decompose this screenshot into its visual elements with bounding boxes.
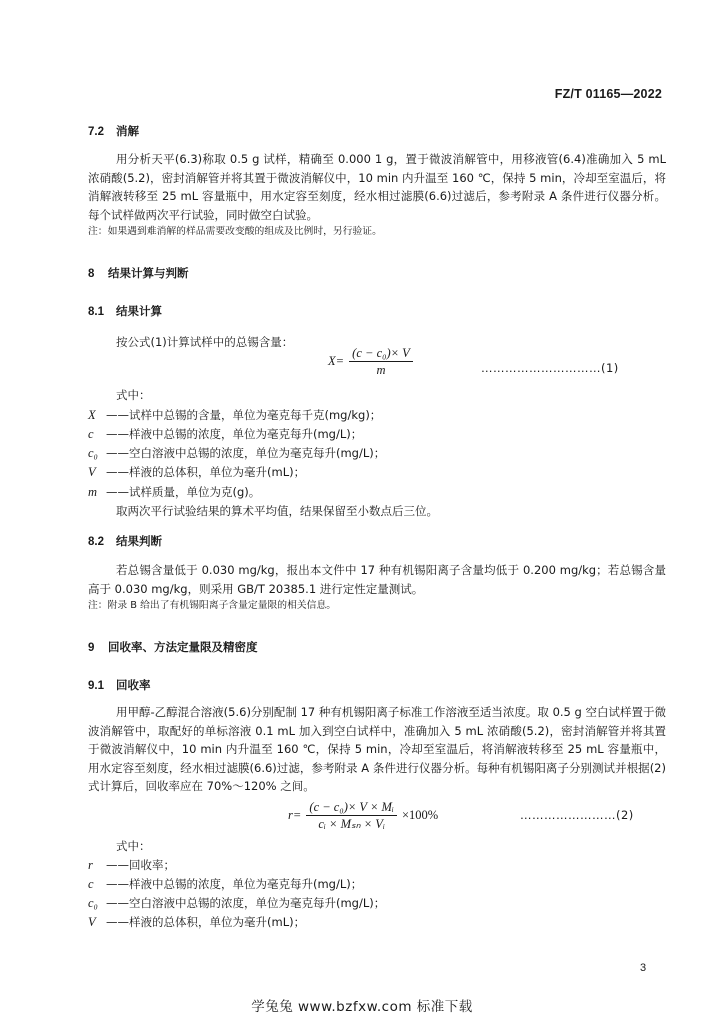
section-title: 结果计算与判断: [108, 266, 189, 280]
section-8-heading: [88, 265, 189, 281]
section-title: 结果计算: [116, 304, 162, 318]
section-9-1-paragraph: 用甲醇-乙醇混合溶液(5.6)分别配制 17 种有机锡阳离子标准工作溶液至适当浓度。取 0.5 g 空白试样置于微波消解管中，取配好的单标溶液 0.1 mL 加入到空白试样中，准确加入 5 mL 浓硝酸(5.2)，密封消解管并将其置于微波消解仪中，10 min 内升温至 160 ℃，保持 5 min，冷却至室温后，将消解液转移至 25 mL 容量瓶中，用水定容至刻度，经水相过滤膜(6.6)过滤，参考附录 A 条件进行仪器分析。每种有机锡阳离子分别测试并根据(2)式计算后，回收率应在 70%～120% 之间。: [88, 705, 666, 793]
section-number: 7.2: [88, 126, 104, 138]
formula-denominator: cᵢ × Mₛₙ × Vᵢ: [318, 817, 385, 831]
formula-fraction: [306, 799, 397, 832]
section-8-2-paragraph: 若总锡含量低于 0.030 mg/kg，报出本文件中 17 种有机锡阳离子含量均低于 0.200 mg/kg；若总锡含量高于 0.030 mg/kg，则采用 GB/T 20385.1 进行定性定量测试。: [88, 563, 666, 596]
section-8-2-note: 注：附录 B 给出了有机锡阳离子含量定量限的相关信息。: [88, 600, 337, 611]
formula-denominator: m: [376, 363, 386, 377]
var-desc: ——空白溶液中总锡的浓度，单位为毫克每升(mg/L)；: [106, 896, 386, 910]
var-desc: ——样液的总体积，单位为毫升(mL)；: [106, 915, 306, 929]
var-desc: ——样液中总锡的浓度，单位为毫克每升(mg/L)；: [106, 427, 363, 441]
formula-1-tag: …………………………(1): [481, 361, 619, 375]
var-symbol: r: [88, 858, 93, 872]
section-7-2-note: 注：如果遇到难消解的样品需要改变酸的组成及比例时，另行验证。: [88, 226, 382, 237]
var-symbol: V: [88, 465, 96, 479]
var-symbol: m: [88, 485, 98, 499]
formula-fraction: [349, 345, 413, 378]
page-number: 3: [640, 962, 647, 974]
formula-numerator: (c − c₀)× V × Mᵢ: [306, 799, 397, 816]
section-7-2-paragraph: 用分析天平(6.3)称取 0.5 g 试样，精确至 0.000 1 g，置于微波消解管中，用移液管(6.4)准确加入 5 mL 浓硝酸(5.2)，密封消解管并将其置于微波消解仪中，10 min 内升温至 160 ℃，保持 5 min，冷却至室温后，将消解液转移至 25 mL 容量瓶中，用水定容至刻度，经水相过滤膜(6.6)过滤后，参考附录 A 条件进行仪器分析。每个试样做两次平行试验，同时做空白试验。: [88, 152, 666, 222]
var-row: [88, 407, 381, 423]
var-symbol: c₀: [88, 896, 98, 910]
section-number: 8.1: [88, 306, 104, 318]
var-symbol: c₀: [88, 446, 98, 460]
formula-numerator: (c − c₀)× V: [349, 345, 413, 362]
var-row: [88, 895, 385, 911]
where-label: 式中：: [116, 388, 151, 402]
section-title: 回收率、方法定量限及精密度: [108, 640, 258, 654]
section-7-2-heading: [88, 123, 139, 139]
section-title: 结果判断: [116, 534, 162, 548]
result-rounding-text: 取两次平行试验结果的算术平均值，结果保留至小数点后三位。: [116, 504, 438, 518]
var-desc: ——空白溶液中总锡的浓度，单位为毫克每升(mg/L)；: [106, 446, 386, 460]
formula-lhs: X=: [328, 354, 345, 368]
var-desc: ——样液的总体积，单位为毫升(mL)；: [106, 465, 306, 479]
formula-lhs: r=: [288, 808, 302, 822]
site-footer-watermark: 学兔兔 www.bzfxw.com 标准下载: [251, 999, 473, 1015]
formula-suffix: ×100%: [402, 808, 439, 822]
formula-2-tag: ……………………(2): [520, 808, 634, 822]
var-row: [88, 914, 305, 930]
where-label: 式中：: [116, 839, 151, 853]
section-9-heading: [88, 639, 258, 655]
var-row: [88, 876, 362, 892]
var-symbol: V: [88, 915, 96, 929]
section-number: 8: [88, 268, 95, 280]
section-9-1-heading: [88, 677, 151, 693]
standard-number: FZ/T 01165—2022: [554, 87, 662, 101]
section-number: 9.1: [88, 680, 104, 692]
var-row: [88, 445, 385, 461]
var-desc: ——试样质量，单位为克(g)。: [106, 485, 261, 499]
var-row: [88, 426, 362, 442]
var-desc: ——试样中总锡的含量，单位为毫克每千克(mg/kg)；: [106, 408, 382, 422]
formula-1-intro: 按公式(1)计算试样中的总锡含量：: [116, 335, 294, 349]
formula-1: [328, 345, 413, 378]
var-desc: ——回收率；: [106, 858, 175, 872]
section-title: 消解: [116, 124, 139, 138]
var-row: [88, 484, 260, 500]
section-number: 8.2: [88, 536, 104, 548]
var-desc: ——样液中总锡的浓度，单位为毫克每升(mg/L)；: [106, 877, 363, 891]
section-8-1-heading: [88, 303, 162, 319]
section-number: 9: [88, 642, 95, 654]
section-title: 回收率: [116, 678, 151, 692]
formula-2: [288, 799, 438, 832]
var-row: [88, 857, 175, 873]
var-symbol: X: [88, 408, 96, 422]
var-symbol: c: [88, 427, 94, 441]
var-row: [88, 464, 305, 480]
section-8-2-heading: [88, 533, 162, 549]
var-symbol: c: [88, 877, 94, 891]
